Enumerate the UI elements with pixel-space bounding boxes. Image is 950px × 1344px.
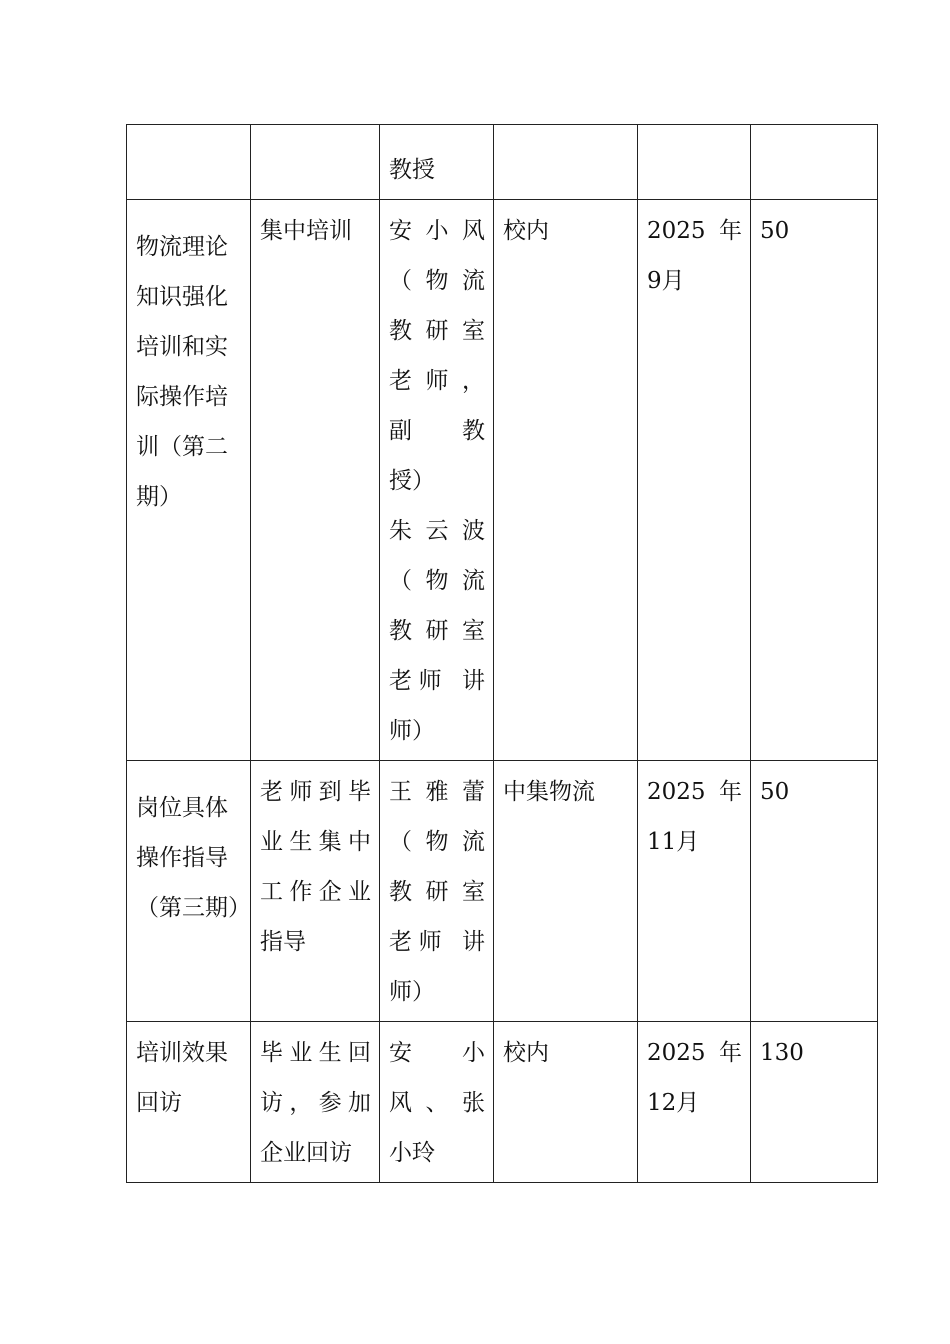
teacher-line: 师） [389,718,435,744]
method-cell: 集中培训 [251,200,380,761]
teacher-line: （ 物 流 [389,568,485,594]
count-cell [751,125,878,200]
table-row [127,761,878,1022]
teacher-line: 授） [389,468,435,494]
teacher-line: 老师 讲 [389,668,485,694]
teacher-line: 教 研 室 [389,879,485,905]
time-line: 9月 [647,268,685,294]
project-cell: 培训效果回访 [127,1022,251,1183]
table-row [127,200,878,761]
time-line: 2025 年 [647,218,742,244]
teacher-line: 风 、 张 [389,1090,485,1116]
teacher-line: 副 教 [389,418,485,444]
method-cell: 毕业生回访，参加企业回访 [251,1022,380,1183]
time-line: 12月 [647,1090,700,1116]
time-line: 2025 年 [647,779,742,805]
teacher-line: 老师 讲 [389,929,485,955]
time-line: 2025 年 [647,1040,742,1066]
project-cell: 岗位具体操作指导（第三期） [127,761,251,1022]
time-cell [638,1022,751,1183]
teacher-line: 教 研 室 [389,618,485,644]
table-row [127,1022,878,1183]
place-cell: 校内 [494,1022,638,1183]
teacher-line: 安 小 [389,1040,485,1066]
place-cell: 校内 [494,200,638,761]
teacher-cell [380,125,494,200]
teacher-line: 教授 [389,157,435,183]
teacher-cell [380,761,494,1022]
teacher-line: （ 物 流 [389,268,485,294]
count-cell: 50 [751,761,878,1022]
teacher-line: 老 师 ， [389,368,485,394]
teacher-line: 师） [389,979,435,1005]
count-cell: 130 [751,1022,878,1183]
teacher-cell [380,200,494,761]
count-cell: 50 [751,200,878,761]
time-line: 11月 [647,829,700,855]
teacher-line: 朱 云 波 [389,518,485,544]
method-cell: 老师到毕业生集中工作企业指导 [251,761,380,1022]
time-cell [638,125,751,200]
teacher-line: 王 雅 蕾 [389,779,485,805]
table-row [127,125,878,200]
method-cell [251,125,380,200]
time-cell [638,761,751,1022]
project-cell: 物流理论知识强化培训和实际操作培训（第二期） [127,200,251,761]
teacher-line: （ 物 流 [389,829,485,855]
teacher-line: 教 研 室 [389,318,485,344]
schedule-table [126,124,878,1183]
time-cell [638,200,751,761]
place-cell [494,125,638,200]
teacher-cell [380,1022,494,1183]
teacher-line: 小玲 [389,1140,435,1166]
project-cell [127,125,251,200]
teacher-line: 安 小 风 [389,218,485,244]
place-cell: 中集物流 [494,761,638,1022]
